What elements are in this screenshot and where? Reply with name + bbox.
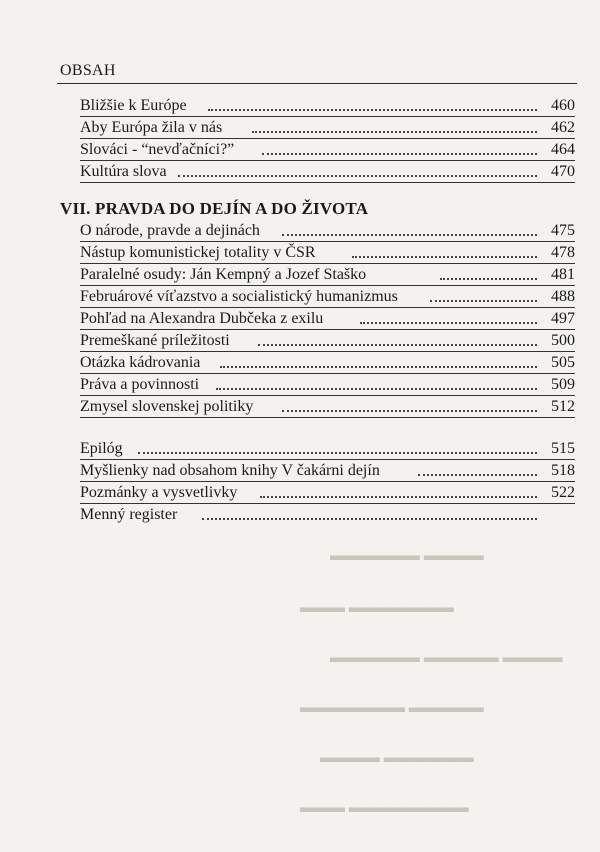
toc-entry xyxy=(80,308,575,330)
toc-entry-title: Bližšie k Európe xyxy=(80,97,187,114)
toc-leader-dots xyxy=(258,344,537,346)
toc-leader-dots xyxy=(440,278,537,280)
toc-leader-dots xyxy=(418,474,537,476)
toc-entry-page: 500 xyxy=(551,332,575,349)
toc-entry-page: 488 xyxy=(551,288,575,305)
toc-leader-dots xyxy=(360,322,537,324)
toc-entry xyxy=(80,374,575,396)
toc-leader-dots xyxy=(216,388,537,390)
toc-entry-page: 462 xyxy=(551,119,575,136)
toc-entry-page: 512 xyxy=(551,398,575,415)
toc-entry xyxy=(80,482,575,504)
toc-entry-page: 460 xyxy=(551,97,575,114)
toc-entry-page: 481 xyxy=(551,266,575,283)
toc-entry-title: Premeškané príležitosti xyxy=(80,332,230,349)
toc-entry-title: Pozmánky a vysvetlivky xyxy=(80,484,238,501)
show-through-line: ▬▬▬▬ ▬▬▬▬▬ ▬▬▬▬▬▬ xyxy=(330,650,563,666)
toc-entry xyxy=(80,220,575,242)
toc-entry xyxy=(80,504,575,526)
toc-entry-title: Aby Európa žila v nás xyxy=(80,119,223,136)
toc-entry-page: 515 xyxy=(551,440,575,457)
toc-leader-dots xyxy=(220,366,537,368)
toc-leader-dots xyxy=(282,234,537,236)
toc-leader-dots xyxy=(262,153,537,155)
toc-entry-page: 478 xyxy=(551,244,575,261)
toc-entry-rule xyxy=(80,417,575,418)
show-through-line: ▬▬▬▬▬▬▬▬ ▬▬▬ xyxy=(300,800,469,816)
toc-entry xyxy=(80,139,575,161)
header-rule xyxy=(57,83,577,84)
toc-entry-title: Slováci - “nevďačníci?” xyxy=(80,141,235,158)
toc-entry-title: O národe, pravde a dejinách xyxy=(80,222,260,239)
show-through-line: ▬▬▬▬▬▬ ▬▬▬▬ xyxy=(320,750,474,766)
toc-entry-page: 475 xyxy=(551,222,575,239)
section-heading: VII. PRAVDA DO DEJÍN A DO ŽIVOTA xyxy=(60,199,369,218)
toc-entry-title: Pohľad na Alexandra Dubčeka z exilu xyxy=(80,310,324,327)
toc-entry-title: Zmysel slovenskej politiky xyxy=(80,398,254,415)
toc-entry xyxy=(80,95,575,117)
toc-entry-title: Myšlienky nad obsahom knihy V čakárni dejín xyxy=(80,462,380,479)
toc-entry xyxy=(80,352,575,374)
toc-leader-dots xyxy=(252,131,537,133)
toc-entry xyxy=(80,396,575,418)
toc-entry-page: 464 xyxy=(551,141,575,158)
show-through-line: ▬▬▬▬▬ ▬▬▬▬▬▬▬ xyxy=(300,700,484,716)
show-through-line: ▬▬▬▬ ▬▬▬▬▬▬ xyxy=(330,548,484,564)
toc-leader-dots xyxy=(178,175,537,177)
toc-entry-title: Kultúra slova xyxy=(80,163,167,180)
toc-leader-dots xyxy=(202,518,537,520)
toc-entry xyxy=(80,242,575,264)
toc-entry-page: 470 xyxy=(551,163,575,180)
toc-entry xyxy=(80,117,575,139)
toc-leader-dots xyxy=(260,496,537,498)
toc-leader-dots xyxy=(282,410,537,412)
toc-entry-title: Menný register xyxy=(80,506,178,523)
toc-entry-title: Paralelné osudy: Ján Kempný a Jozef Staško xyxy=(80,266,367,283)
toc-entry xyxy=(80,438,575,460)
toc-entry-page: 522 xyxy=(551,484,575,501)
show-through-line: ▬▬▬▬▬▬▬ ▬▬▬ xyxy=(300,600,454,616)
toc-entry-page: 497 xyxy=(551,310,575,327)
toc-entry-title: Práva a povinnosti xyxy=(80,376,200,393)
toc-entry-page: 518 xyxy=(551,462,575,479)
toc-entry-page: 509 xyxy=(551,376,575,393)
toc-entry-page: 505 xyxy=(551,354,575,371)
toc-leader-dots xyxy=(208,109,537,111)
toc-entry xyxy=(80,264,575,286)
toc-entry-title: Epilóg xyxy=(80,440,123,457)
toc-entry xyxy=(80,286,575,308)
toc-entry xyxy=(80,330,575,352)
toc-entry xyxy=(80,460,575,482)
toc-leader-dots xyxy=(430,300,537,302)
page-header-title: OBSAH xyxy=(60,62,116,79)
toc-entry-title: Otázka kádrovania xyxy=(80,354,201,371)
toc-leader-dots xyxy=(138,452,537,454)
toc-leader-dots xyxy=(352,256,537,258)
toc-entry-title: Februárové víťazstvo a socialistický humanizmus xyxy=(80,288,398,305)
toc-entry xyxy=(80,161,575,183)
toc-entry-title: Nástup komunistickej totality v ČSR xyxy=(80,244,316,261)
toc-entry-rule xyxy=(80,182,575,183)
